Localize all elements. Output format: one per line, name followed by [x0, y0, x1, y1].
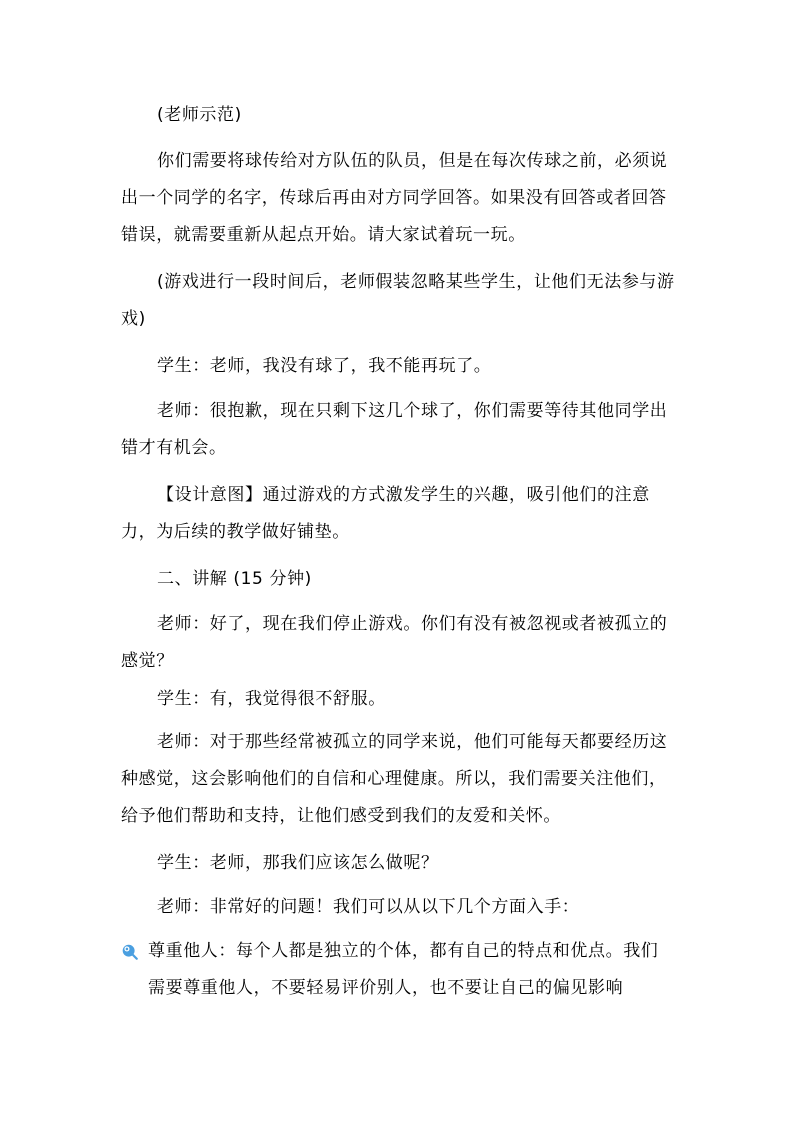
paragraph-teacher-demo: (老师示范)	[157, 105, 242, 125]
paragraph-teacher-answer: 老师：非常好的问题！我们可以从以下几个方面入手：	[157, 897, 580, 917]
paragraph-design-intent: 【设计意图】通过游戏的方式激发学生的兴趣，吸引他们的注意力，为后续的教学做好铺垫。	[121, 485, 650, 542]
paragraph-student-uncomfortable: 学生：有，我觉得很不舒服。	[157, 689, 386, 709]
paragraph-teacher-isolation: 老师：对于那些经常被孤立的同学来说，他们可能每天都要经历这种感觉，这会影响他们的自信和心理健康。所以，我们需要关注他们，给予他们帮助和支持，让他们感受到我们的友爱和关怀。	[121, 732, 668, 826]
bullet-item-respect	[121, 933, 675, 1007]
paragraph-student-no-ball: 学生：老师，我没有球了，我不能再玩了。	[157, 356, 492, 376]
paragraph-teacher-stop-game: 老师：好了，现在我们停止游戏。你们有没有被忽视或者被孤立的感觉？	[121, 614, 668, 671]
paragraph-game-progress: (游戏进行一段时间后，老师假装忽略某些学生，让他们无法参与游戏)	[121, 272, 675, 329]
magnifier-bullet-icon	[121, 943, 138, 960]
paragraph-game-rules: 你们需要将球传给对方队伍的队员，但是在每次传球之前，必须说出一个同学的名字，传球后再由对方同学回答。如果没有回答或者回答错误，就需要重新从起点开始。请大家试着玩一玩。	[121, 151, 668, 245]
bullet-text: 尊重他人：每个人都是独立的个体，都有自己的特点和优点。我们需要尊重他人，不要轻易评价别人，也不要让自己的偏见影响	[148, 941, 659, 998]
section-heading-explanation: 二、讲解 (15 分钟)	[157, 569, 312, 589]
paragraph-teacher-sorry: 老师：很抱歉，现在只剩下这几个球了，你们需要等待其他同学出错才有机会。	[121, 401, 668, 458]
paragraph-student-question: 学生：老师，那我们应该怎么做呢？	[157, 853, 439, 873]
